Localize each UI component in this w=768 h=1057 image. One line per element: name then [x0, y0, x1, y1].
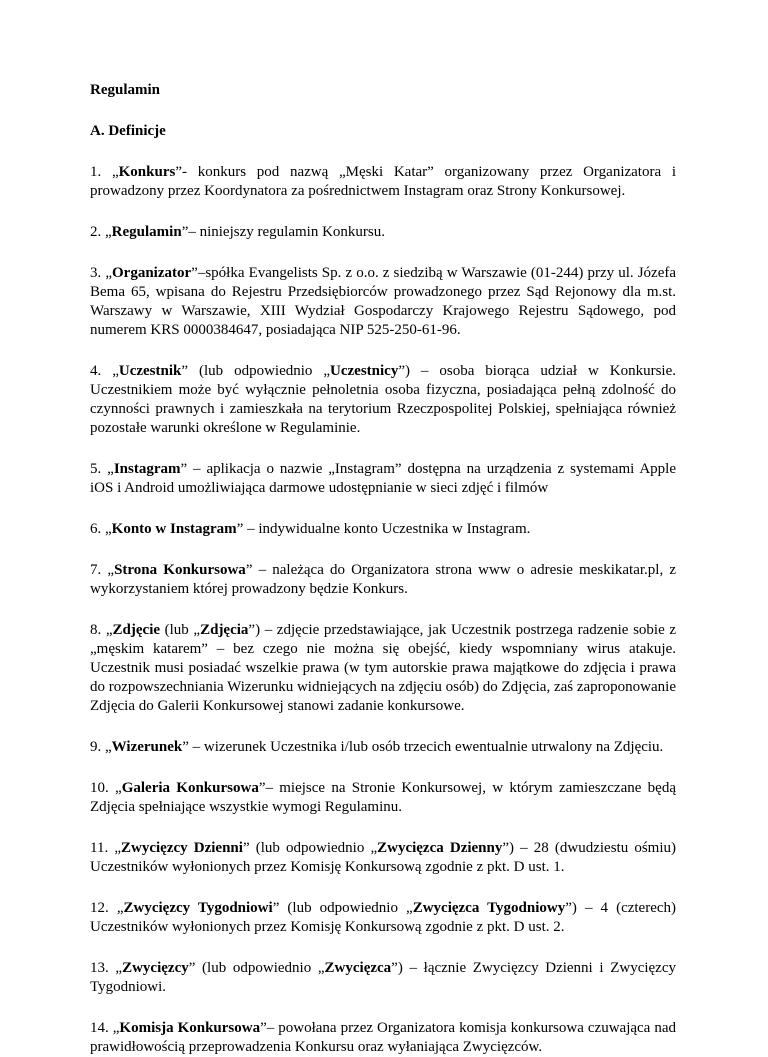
definition-term-alt: Uczestnicy — [330, 363, 399, 379]
document-page — [90, 81, 676, 1057]
definition-term: Zwycięzcy — [122, 960, 189, 976]
definition-term: Konkurs — [118, 164, 176, 180]
definition-term: Instagram — [113, 461, 181, 477]
definition-term: Wizerunek — [111, 739, 183, 755]
definition-item: 11. „Zwycięzcy Dzienni” (lub odpowiednio „Zwycięzca Dzienny”) – 28 (dwudziestu ośmiu) Uczestników wyłonionych przez Komisję Konkursową zgodnie z pkt. D ust. 1. — [90, 840, 676, 875]
definition-item: 5. „Instagram” – aplikacja o nazwie „Instagram” dostępna na urządzenia z systemami Apple iOS i Android umożliwiająca darmowe udostępnianie w sieci zdjęć i filmów — [90, 461, 677, 496]
definition-term: Zwycięzcy Dzienni — [121, 840, 243, 856]
definition-term: Galeria Konkursowa — [121, 780, 259, 796]
definition-term: Organizator — [112, 265, 192, 281]
definition-item: 7. „Strona Konkursowa” – należąca do Organizatora strona www o adresie meskikatar.pl, z wykorzystaniem której prowadzony będzie Konkurs. — [90, 562, 676, 597]
definition-term-alt: Zwycięzca Tygodniowy — [412, 900, 566, 916]
document-title: Regulamin — [90, 82, 161, 98]
definition-item: 12. „Zwycięzcy Tygodniowi” (lub odpowiednio „Zwycięzca Tygodniowy”) – 4 (czterech) Uczestników wyłonionych przez Komisję Konkursową zgodnie z pkt. D ust. 2. — [90, 900, 677, 935]
definition-term: Zdjęcie — [112, 622, 161, 638]
definition-item: 14. „Komisja Konkursowa”– powołana przez Organizatora komisja konkursowa czuwająca nad prawidłowością przeprowadzenia Konkursu oraz wyłaniająca Zwycięzców. — [90, 1020, 676, 1055]
definition-term: Uczestnik — [118, 363, 182, 379]
section-heading-definitions: A. Definicje — [90, 123, 166, 139]
definition-term-alt: Zwycięzca — [324, 960, 392, 976]
definition-item: 8. „Zdjęcie (lub „Zdjęcia”) – zdjęcie przedstawiające, jak Uczestnik postrzega radzenie sobie z „męskim katarem” – bez czego nie można się obejść, kiedy wspomniany wirus atakuje. Uczestnik musi posiadać wszelkie prawa (w tym autorskie prawa majątkowe do zdjęcia i prawa do rozpowszechniania Wizerunku widniejących na zdjęciu osób) do Zdjęcia, zaś zaproponowanie Zdjęcia do Galerii Konkursowej stanowi zadanie konkursowe. — [90, 622, 677, 714]
definition-item: 4. „Uczestnik” (lub odpowiednio „Uczestnicy”) – osoba biorąca udział w Konkursie. Uczestnikiem może być wyłącznie pełnoletnia osoba fizyczna, posiadająca pełną zdolność do czynności prawnych i zamieszkała na terytorium Rzeczpospolitej Polskiej, spełniająca również pozostałe warunki określone w Regulaminie. — [90, 363, 676, 436]
definition-term: Zwycięzcy Tygodniowi — [123, 900, 273, 916]
definition-term: Komisja Konkursowa — [119, 1020, 261, 1036]
definition-term: Konto w Instagram — [111, 521, 237, 537]
definition-term-alt: Zdjęcia — [200, 622, 249, 638]
definition-item: 9. „Wizerunek” – wizerunek Uczestnika i/lub osób trzecich ewentualnie utrwalony na Zdjęciu. — [90, 739, 664, 755]
definition-item: 3. „Organizator”–spółka Evangelists Sp. z o.o. z siedzibą w Warszawie (01-244) przy ul. Józefa Bema 65, wpisana do Rejestru Przedsiębiorców prowadzonego przez Sąd Rejonowy dla m.st. Warszawy w Warszawie, XIII Wydział Gospodarczy Krajowego Rejestru Sądowego, pod numerem KRS 0000384647, posiadająca NIP 525-250-61-96. — [90, 265, 677, 338]
definition-item: 1. „Konkurs”- konkurs pod nazwą „Męski Katar” organizowany przez Organizatora i prowadzony przez Koordynatora za pośrednictwem Instagram oraz Strony Konkursowej. — [90, 164, 676, 199]
definition-item: 6. „Konto w Instagram” – indywidualne konto Uczestnika w Instagram. — [90, 521, 531, 537]
definition-item: 13. „Zwycięzcy” (lub odpowiednio „Zwycięzca”) – łącznie Zwycięzcy Dzienni i Zwycięzcy Tygodniowi. — [90, 960, 677, 995]
definition-item: 10. „Galeria Konkursowa”– miejsce na Stronie Konkursowej, w którym zamieszczane będą Zdjęcia spełniające wszystkie wymogi Regulaminu. — [90, 780, 676, 815]
definition-term: Strona Konkursowa — [114, 562, 246, 578]
definition-term: Regulamin — [111, 224, 182, 240]
definition-term-alt: Zwycięzca Dzienny — [377, 840, 503, 856]
definition-item: 2. „Regulamin”– niniejszy regulamin Konkursu. — [90, 224, 385, 240]
